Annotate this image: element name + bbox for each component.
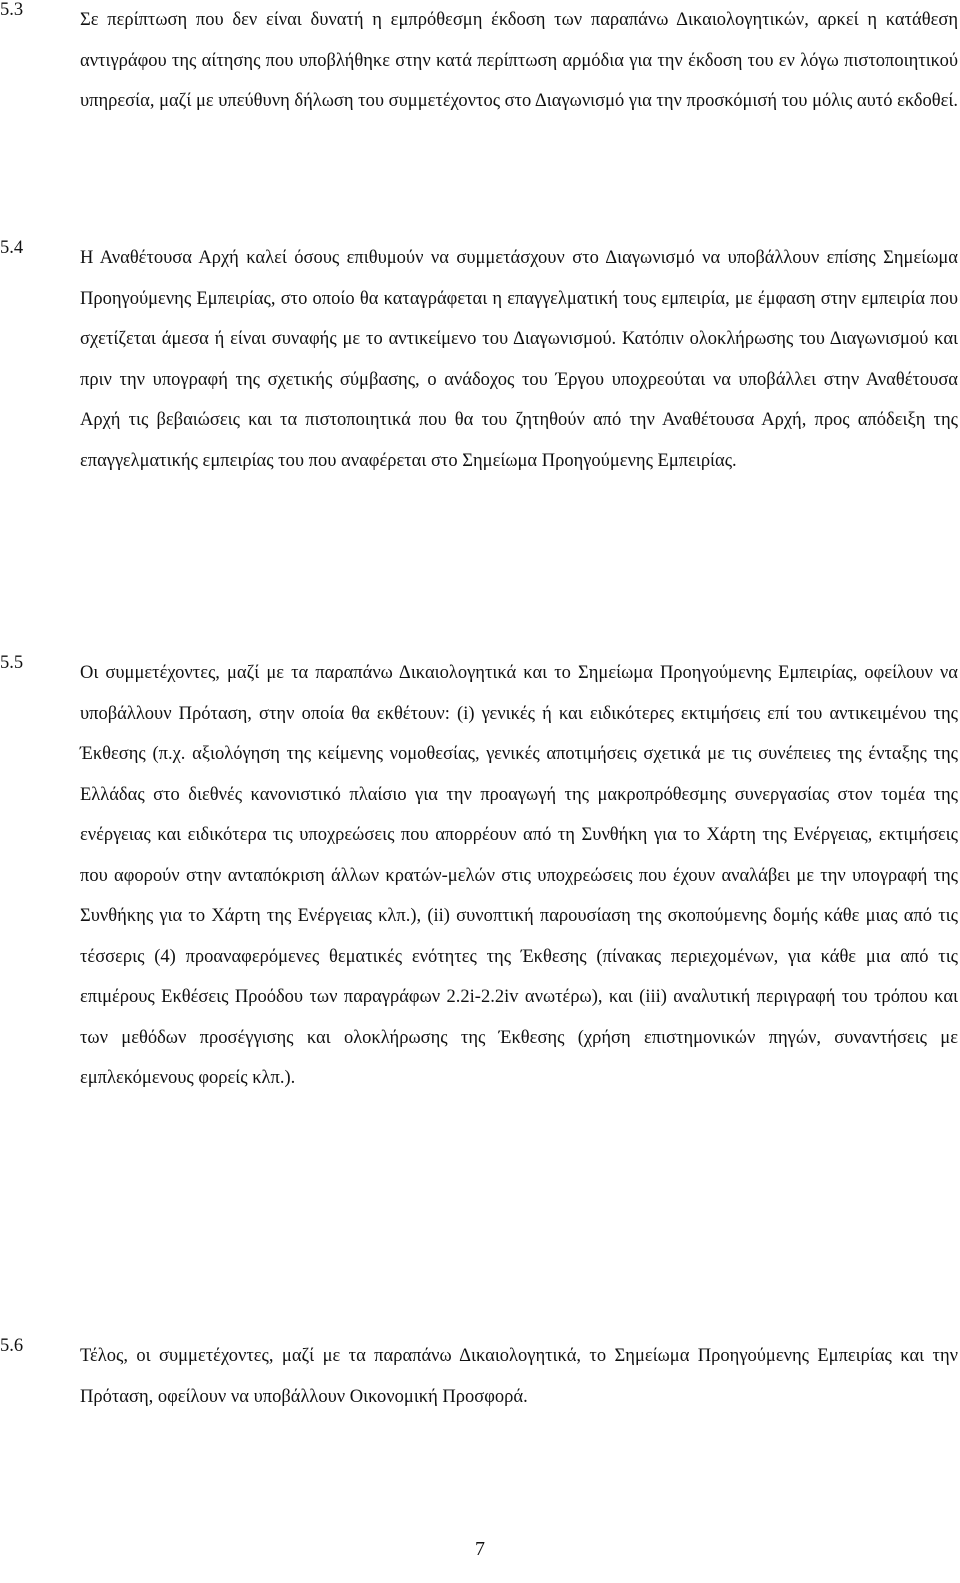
section-number: 5.5 [0, 653, 24, 673]
section-number: 5.3 [0, 0, 24, 20]
section-paragraph: Τέλος, οι συμμετέχοντες, μαζί με τα παραπάνω Δικαιολογητικά, το Σημείωμα Προηγούμενης Εμπειρίας και την Πρόταση, οφείλουν να υποβάλλουν Οικονομική Προσφορά. [80, 1346, 958, 1407]
section-number: 5.4 [0, 238, 24, 258]
section-paragraph: Η Αναθέτουσα Αρχή καλεί όσους επιθυμούν να συμμετάσχουν στο Διαγωνισμό να υποβάλλουν επίσης Σημείωμα Προηγούμενης Εμπειρίας, στο οποίο θα καταγράφεται η επαγγελματική τους εμπειρία, με έμφαση στην εμπειρία που σχετίζεται άμεσα ή είναι συναφής με το αντικείμενο του Διαγωνισμού. Κατόπιν ολοκλήρωσης του Διαγωνισμού και πριν την υπογραφή της σχετικής σύμβασης, ο ανάδοχος του Έργου υποχρεούται να υποβάλλει στην Αναθέτουσα Αρχή τις βεβαιώσεις και τα πιστοποιητικά που θα του ζητηθούν από την Αναθέτουσα Αρχή, προς απόδειξη της επαγγελματικής εμπειρίας του που αναφέρεται στο Σημείωμα Προηγούμενης Εμπειρίας. [80, 248, 958, 471]
section-5-4 [0, 238, 958, 481]
section-5-5 [0, 653, 958, 1099]
section-5-6 [0, 1336, 958, 1417]
page-number: 7 [475, 1538, 485, 1560]
section-number: 5.6 [0, 1336, 24, 1356]
section-paragraph: Σε περίπτωση που δεν είναι δυνατή η εμπρόθεσμη έκδοση των παραπάνω Δικαιολογητικών, αρκεί η κατάθεση αντιγράφου της αίτησης που υποβλήθηκε στην κατά περίπτωση αρμόδια για την έκδοση του εν λόγω πιστοποιητικού υπηρεσία, μαζί με υπεύθυνη δήλωση του συμμετέχοντος στο Διαγωνισμό για την προσκόμισή του μόλις αυτό εκδοθεί. [80, 10, 958, 111]
section-paragraph: Οι συμμετέχοντες, μαζί με τα παραπάνω Δικαιολογητικά και το Σημείωμα Προηγούμενης Εμπειρίας, οφείλουν να υποβάλλουν Πρόταση, στην οποία θα εκθέτουν: (i) γενικές ή και ειδικότερες εκτιμήσεις επί του αντικειμένου της Έκθεσης (π.χ. αξιολόγηση της κείμενης νομοθεσίας, γενικές αποτιμήσεις σχετικά με τις συνέπειες της ένταξης της Ελλάδας στο διεθνές κανονιστικό πλαίσιο για την προαγωγή της μακροπρόθεσμης συνεργασίας στον τομέα της ενέργειας και ειδικότερα τις υποχρεώσεις που απορρέουν από τη Συνθήκη για το Χάρτη της Ενέργειας, εκτιμήσεις που αφορούν στην ανταπόκριση άλλων κρατών-μελών στις υποχρεώσεις που έχουν αναλάβει με την υπογραφή της Συνθήκης για το Χάρτη της Ενέργειας κλπ.), (ii) συνοπτική παρουσίαση της σκοπούμενης δομής κάθε μιας από τις τέσσερις (4) προαναφερόμενες θεματικές ενότητες της Έκθεσης (πίνακας περιεχομένων, για κάθε μια από τις επιμέρους Εκθέσεις Προόδου των παραγράφων 2.2i-2.2iv ανωτέρω), και (iii) αναλυτική περιγραφή του τρόπου και των μεθόδων προσέγγισης και ολοκλήρωσης της Έκθεσης (χρήση επιστημονικών πηγών, συναντήσεις με εμπλεκόμενους φορείς κλπ.). [80, 663, 958, 1088]
section-5-3 [0, 0, 958, 122]
